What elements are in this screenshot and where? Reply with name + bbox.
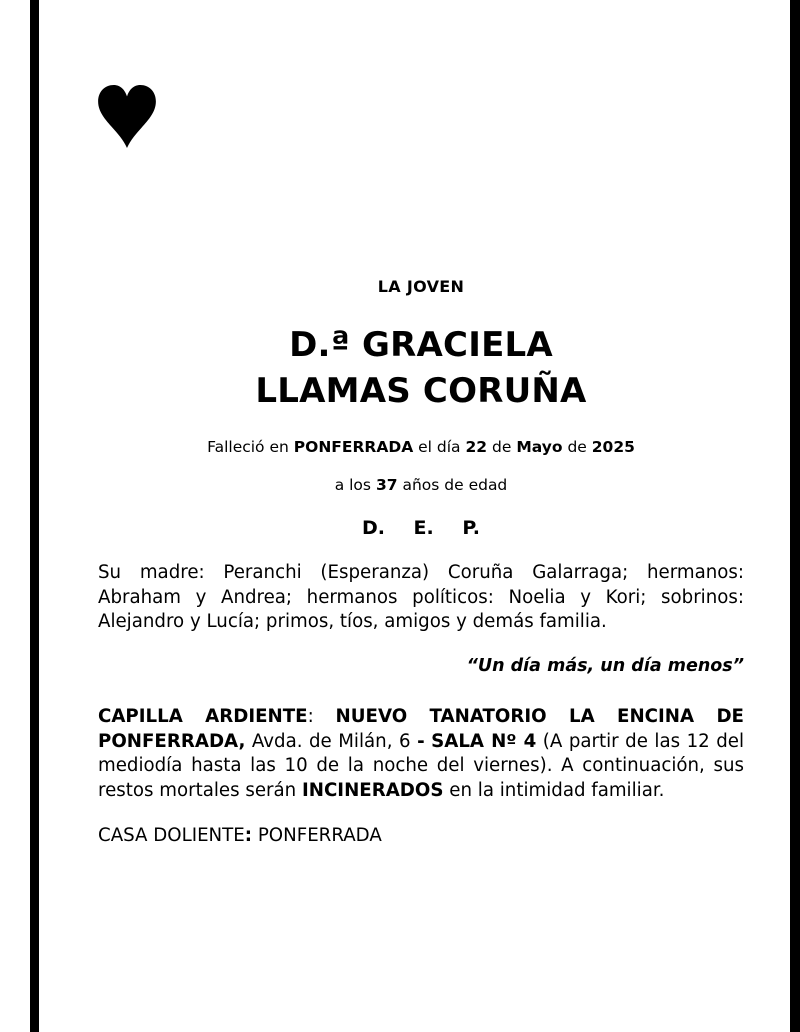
chapel-room: SALA Nº 4	[431, 730, 537, 752]
chapel-label: CAPILLA ARDIENTE	[98, 706, 308, 727]
intro-label: LA JOVEN	[377, 277, 465, 296]
house-line	[98, 824, 744, 849]
died-year: 2025	[591, 438, 635, 456]
family-paragraph: Su madre: Peranchi (Esperanza) Coruña Galarraga; hermanos: Abraham y Andrea; hermanos políticos: Noelia y Kori; sobrinos: Alejandro y Lucía; primos, tíos, amigos y demás familia.	[98, 562, 744, 632]
right-border	[790, 0, 800, 1032]
name-line-2: LLAMAS CORUÑA	[255, 371, 587, 411]
died-of-2: de	[567, 438, 587, 456]
chapel-colon: :	[307, 706, 314, 727]
chapel-address: Avda. de Milán, 6	[251, 730, 411, 752]
died-day: 22	[465, 438, 488, 456]
chapel-hours: (A partir de las 12 del mediodía hasta las 10 de la noche del viernes). A continuación, sus restos mortales serán	[98, 730, 744, 801]
died-day-prefix: el día	[418, 438, 461, 456]
died-month: Mayo	[516, 438, 563, 456]
house-label: CASA DOLIENTE	[98, 825, 245, 846]
chapel-dash: -	[417, 730, 425, 752]
name-line-1: D.ª GRACIELA	[289, 325, 553, 365]
age-line	[98, 476, 744, 494]
left-border	[30, 0, 39, 1032]
death-date-line	[98, 438, 744, 456]
house-place: PONFERRADA	[257, 825, 382, 846]
age-prefix: a los	[334, 476, 371, 494]
deceased-name	[98, 322, 744, 414]
died-prefix: Falleció en	[207, 438, 289, 456]
house-colon: :	[244, 825, 253, 846]
age-years: 37	[375, 476, 398, 494]
chapel-tail: en la intimidad familiar.	[449, 779, 665, 801]
age-suffix: años de edad	[402, 476, 508, 494]
chapel-paragraph	[98, 705, 744, 803]
dep-label: D. E. P.	[361, 517, 481, 539]
died-place: PONFERRADA	[293, 438, 414, 456]
heart-icon	[96, 84, 158, 150]
died-of-1: de	[492, 438, 512, 456]
chapel-action: INCINERADOS	[301, 779, 444, 801]
motto-quote: “Un día más, un día menos”	[466, 656, 744, 676]
chapel-place: NUEVO TANATORIO LA ENCINA DE PONFERRADA,	[98, 706, 744, 752]
